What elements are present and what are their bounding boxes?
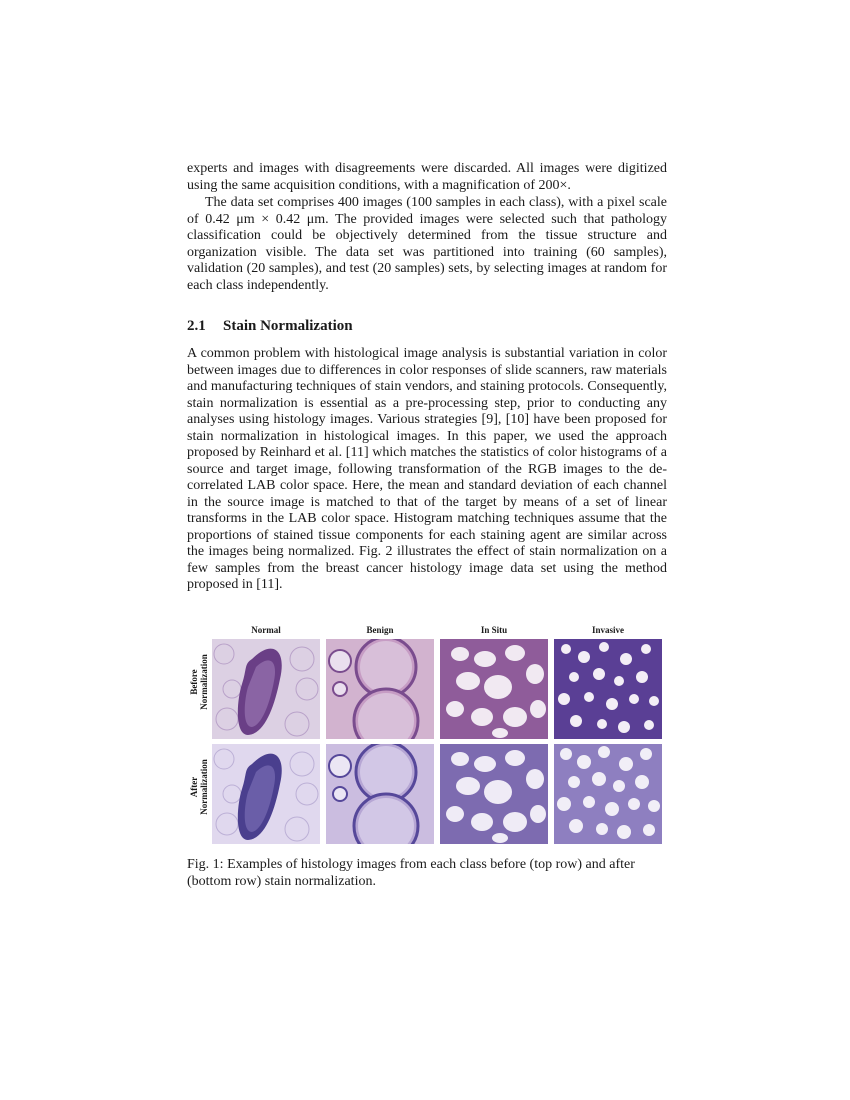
figure-caption: Fig. 1: Examples of histology images from each class before (top row) and after (bottom row) stain normalization. bbox=[187, 857, 635, 889]
column-label-normal: Normal bbox=[251, 625, 281, 635]
image-invasive-after bbox=[554, 744, 662, 844]
row-label-after bbox=[189, 737, 209, 837]
tissue-image bbox=[440, 639, 548, 739]
row-label-before bbox=[189, 632, 209, 732]
row-label-before-line1: Before bbox=[189, 669, 199, 695]
tissue-image bbox=[554, 744, 662, 844]
paragraph-1: experts and images with disagreements were discarded. All images were digitized using the same acquisition conditions, with a magnification of 200×. bbox=[187, 161, 667, 193]
image-in-situ-before bbox=[440, 639, 548, 739]
image-benign-after bbox=[326, 744, 434, 844]
image-in-situ-after bbox=[440, 744, 548, 844]
row-label-after-line2: Normalization bbox=[199, 759, 209, 815]
paragraph-3: A common problem with histological image analysis is substantial variation in color between images due to differences in color responses of slide scanners, raw materials and manufacturing techniques of stain vendors, and staining protocols. Consequently, stain normalization is essential as a pre-processing step, prior to conducting any analyses using histology images. Various strategies [9], [10] have been proposed for stain normalization in histological images. In this paper, we used the approach proposed by Reinhard et al. [11] which matches the statistics of color histograms of a source and target image, following transformation of the RGB images to the de-correlated LAB color space. Here, the mean and standard deviation of each channel in the source image is matched to that of the target by means of a set of linear transforms in the LAB color space. Histogram matching techniques assume that the proportions of stained tissue components for each staining agent are similar across the images being normalized. Fig. 2 illustrates the effect of stain normalization on a few samples from the breast cancer histology image data set using the method proposed in [11]. bbox=[187, 346, 667, 592]
column-label-in-situ: In Situ bbox=[480, 625, 508, 635]
figure-histology bbox=[187, 622, 667, 847]
tissue-image bbox=[326, 744, 434, 844]
tissue-image bbox=[212, 744, 320, 844]
image-invasive-before bbox=[554, 639, 662, 739]
tissue-image bbox=[326, 639, 434, 739]
column-label-invasive: Invasive bbox=[591, 625, 624, 635]
image-benign-before bbox=[326, 639, 434, 739]
section-number: 2.1 bbox=[187, 318, 206, 334]
tissue-image bbox=[212, 639, 320, 739]
image-normal-before bbox=[212, 639, 320, 739]
row-label-before-line2: Normalization bbox=[199, 654, 209, 710]
row-label-after-line1: After bbox=[189, 776, 199, 798]
section-heading bbox=[187, 318, 353, 335]
tissue-image bbox=[554, 639, 662, 739]
tissue-image bbox=[440, 744, 548, 844]
column-label-benign: Benign bbox=[366, 625, 394, 635]
section-title: Stain Normalization bbox=[223, 318, 353, 334]
paragraph-2: The data set comprises 400 images (100 samples in each class), with a pixel scale of 0.42 μm × 0.42 μm. The provided images were selected such that pathology classification could be objectively determined from the tissue structure and organization visible. The data set was partitioned into training (60 samples), validation (20 samples), and test (20 samples) sets, by selecting images at random for each class independently. bbox=[187, 195, 667, 293]
image-normal-after bbox=[212, 744, 320, 844]
